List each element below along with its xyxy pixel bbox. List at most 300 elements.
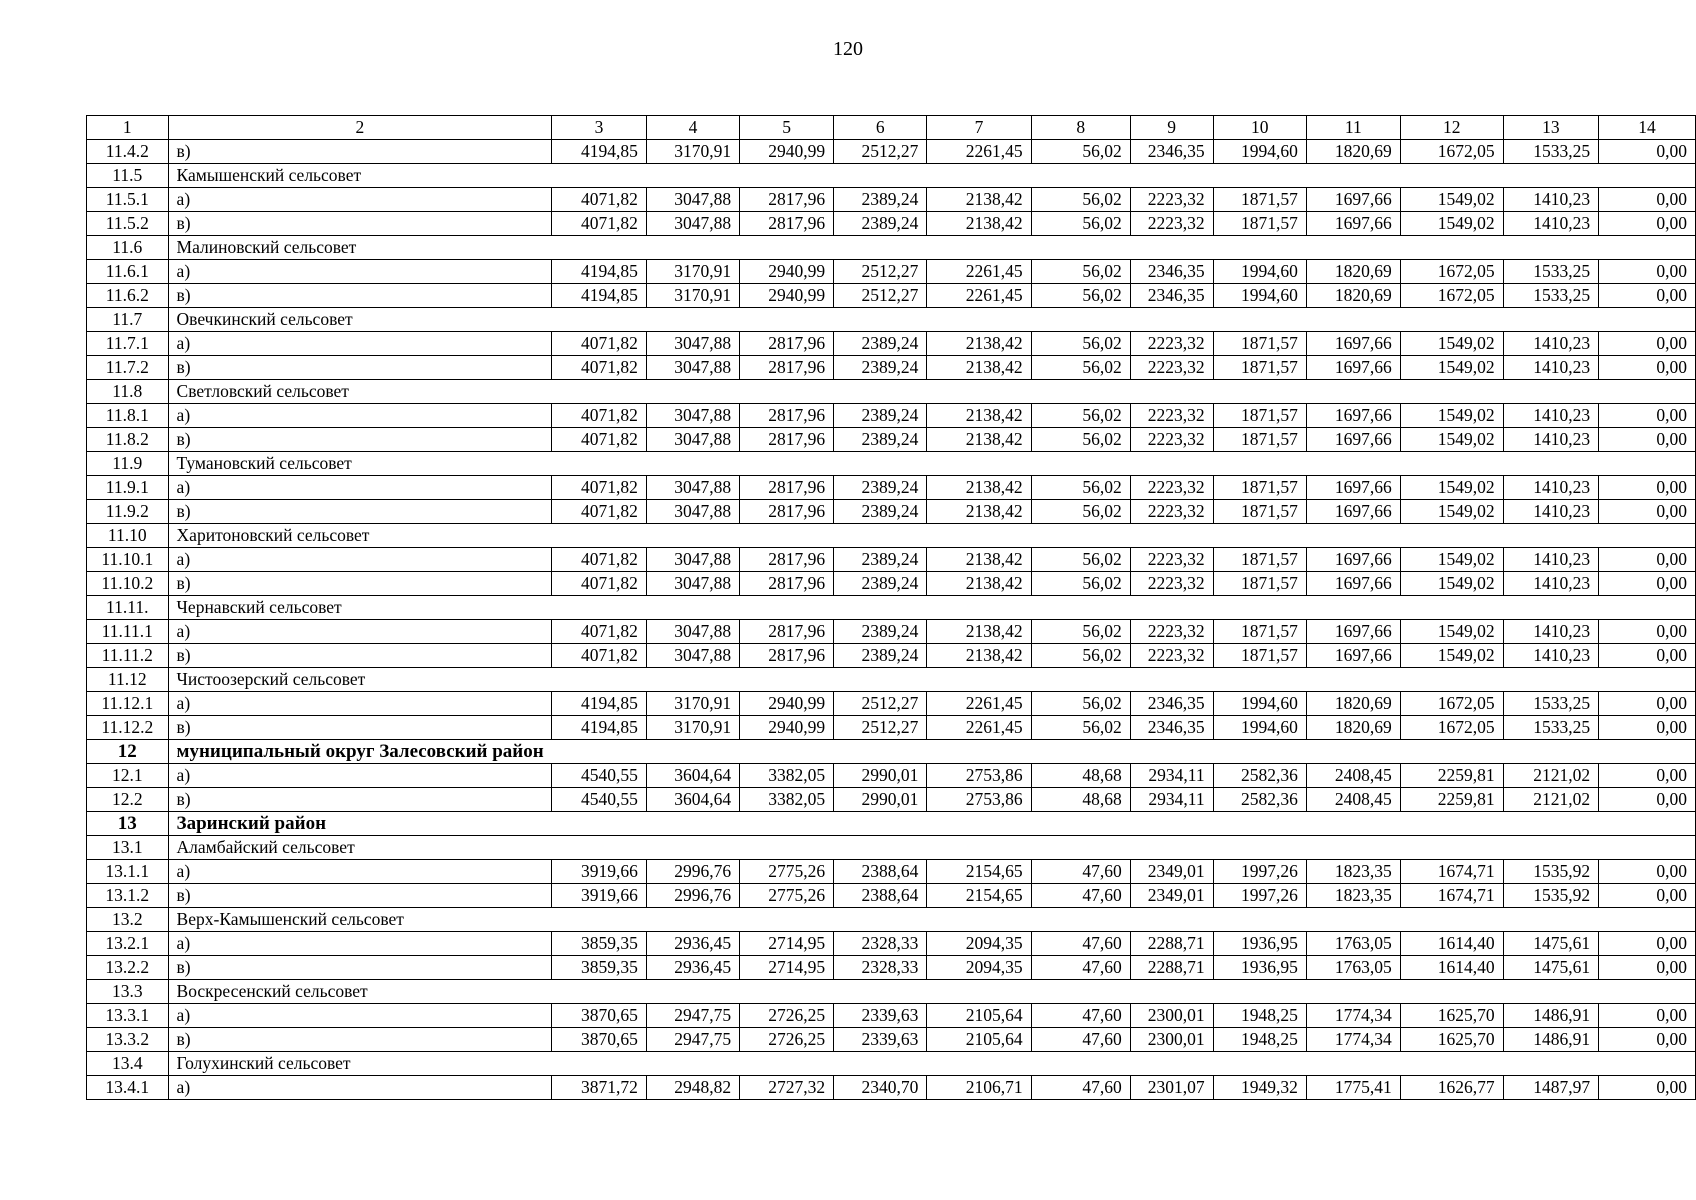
row-label-cell: а) [168, 476, 552, 500]
value-cell: 2947,75 [646, 1028, 739, 1052]
row-label-cell: в) [168, 140, 552, 164]
value-cell: 1487,97 [1503, 1076, 1598, 1100]
value-cell: 2223,32 [1130, 620, 1213, 644]
row-id-cell: 13.1 [87, 836, 169, 860]
row-label-cell: Аламбайский сельсовет [168, 836, 552, 860]
table-body [87, 116, 1696, 1100]
value-cell: 2775,26 [740, 860, 834, 884]
value-cell: 2138,42 [927, 212, 1031, 236]
value-cell: 4071,82 [552, 548, 647, 572]
row-label-cell: а) [168, 1004, 552, 1028]
value-cell: 2726,25 [740, 1004, 834, 1028]
value-cell: 1674,71 [1400, 860, 1503, 884]
value-cell: 1697,66 [1306, 476, 1400, 500]
value-cell: 1697,66 [1306, 404, 1400, 428]
row-label-cell: а) [168, 260, 552, 284]
value-cell: 56,02 [1031, 428, 1130, 452]
row-id-cell: 11.5.1 [87, 188, 169, 212]
row-id-cell: 11.11.2 [87, 644, 169, 668]
value-cell: 1549,02 [1400, 500, 1503, 524]
value-cell: 2408,45 [1306, 764, 1400, 788]
row-label-cell: а) [168, 860, 552, 884]
value-cell: 2582,36 [1213, 788, 1306, 812]
value-cell: 2727,32 [740, 1076, 834, 1100]
value-cell: 47,60 [1031, 932, 1130, 956]
value-cell: 56,02 [1031, 284, 1130, 308]
value-cell: 1410,23 [1503, 356, 1598, 380]
value-cell: 2328,33 [834, 956, 927, 980]
value-cell: 1994,60 [1213, 716, 1306, 740]
value-cell: 4540,55 [552, 788, 647, 812]
value-cell: 2223,32 [1130, 356, 1213, 380]
value-cell: 2259,81 [1400, 764, 1503, 788]
row-label-cell: а) [168, 692, 552, 716]
value-cell: 2138,42 [927, 188, 1031, 212]
column-number-cell: 12 [1400, 116, 1503, 140]
value-cell: 2223,32 [1130, 332, 1213, 356]
value-cell: 1697,66 [1306, 356, 1400, 380]
table-row [87, 572, 1696, 596]
value-cell: 1535,92 [1503, 884, 1598, 908]
value-cell: 3859,35 [552, 932, 647, 956]
value-cell: 1533,25 [1503, 140, 1598, 164]
value-cell: 2817,96 [740, 476, 834, 500]
value-cell: 3047,88 [646, 404, 739, 428]
value-cell: 1486,91 [1503, 1028, 1598, 1052]
value-cell: 0,00 [1599, 212, 1696, 236]
value-cell: 4071,82 [552, 356, 647, 380]
value-cell: 48,68 [1031, 788, 1130, 812]
row-label-cell: в) [168, 956, 552, 980]
table-row [87, 860, 1696, 884]
section-header-row [87, 1052, 1696, 1076]
table-row [87, 932, 1696, 956]
column-number-cell: 7 [927, 116, 1031, 140]
row-id-cell: 11.10.1 [87, 548, 169, 572]
value-cell: 2223,32 [1130, 476, 1213, 500]
value-cell: 3859,35 [552, 956, 647, 980]
value-cell: 1410,23 [1503, 404, 1598, 428]
row-id-cell: 13.2.2 [87, 956, 169, 980]
value-cell: 0,00 [1599, 548, 1696, 572]
value-cell: 2223,32 [1130, 644, 1213, 668]
value-cell: 1871,57 [1213, 572, 1306, 596]
value-cell: 1697,66 [1306, 428, 1400, 452]
value-cell: 1949,32 [1213, 1076, 1306, 1100]
value-cell: 3047,88 [646, 356, 739, 380]
value-cell: 1549,02 [1400, 212, 1503, 236]
value-cell: 1549,02 [1400, 644, 1503, 668]
value-cell: 2138,42 [927, 332, 1031, 356]
row-label-cell: Чистоозерский сельсовет [168, 668, 552, 692]
column-number-cell: 3 [552, 116, 647, 140]
row-label-cell: а) [168, 620, 552, 644]
row-id-cell: 11.6.1 [87, 260, 169, 284]
table-row [87, 332, 1696, 356]
value-cell: 2138,42 [927, 644, 1031, 668]
table-row [87, 284, 1696, 308]
row-id-cell: 13.1.2 [87, 884, 169, 908]
value-cell: 4194,85 [552, 716, 647, 740]
value-cell: 56,02 [1031, 500, 1130, 524]
value-cell: 4071,82 [552, 644, 647, 668]
row-label-cell: муниципальный округ Залесовский район [168, 740, 552, 764]
row-label-cell: Камышенский сельсовет [168, 164, 552, 188]
row-id-cell: 12 [87, 740, 169, 764]
value-cell: 56,02 [1031, 548, 1130, 572]
section-spacer-cell [552, 524, 1696, 548]
value-cell: 1697,66 [1306, 572, 1400, 596]
value-cell: 2512,27 [834, 140, 927, 164]
value-cell: 1533,25 [1503, 692, 1598, 716]
column-number-cell: 14 [1599, 116, 1696, 140]
table-row [87, 548, 1696, 572]
value-cell: 2105,64 [927, 1028, 1031, 1052]
value-cell: 3919,66 [552, 860, 647, 884]
section-spacer-cell [552, 740, 1696, 764]
value-cell: 2389,24 [834, 548, 927, 572]
row-label-cell: Воскресенский сельсовет [168, 980, 552, 1004]
value-cell: 1997,26 [1213, 884, 1306, 908]
value-cell: 1672,05 [1400, 140, 1503, 164]
row-id-cell: 11.5.2 [87, 212, 169, 236]
value-cell: 56,02 [1031, 404, 1130, 428]
page-number: 120 [833, 38, 863, 60]
value-cell: 2726,25 [740, 1028, 834, 1052]
value-cell: 1871,57 [1213, 428, 1306, 452]
value-cell: 2349,01 [1130, 884, 1213, 908]
row-id-cell: 12.2 [87, 788, 169, 812]
value-cell: 3047,88 [646, 644, 739, 668]
value-cell: 1549,02 [1400, 620, 1503, 644]
value-cell: 2346,35 [1130, 716, 1213, 740]
value-cell: 2389,24 [834, 404, 927, 428]
value-cell: 1410,23 [1503, 572, 1598, 596]
table-row [87, 260, 1696, 284]
value-cell: 3382,05 [740, 788, 834, 812]
value-cell: 2340,70 [834, 1076, 927, 1100]
table-row [87, 884, 1696, 908]
row-label-cell: Чернавский сельсовет [168, 596, 552, 620]
value-cell: 2105,64 [927, 1004, 1031, 1028]
section-header-row [87, 380, 1696, 404]
value-cell: 1820,69 [1306, 260, 1400, 284]
row-id-cell: 11.7.2 [87, 356, 169, 380]
value-cell: 2817,96 [740, 404, 834, 428]
value-cell: 1994,60 [1213, 692, 1306, 716]
value-cell: 56,02 [1031, 572, 1130, 596]
value-cell: 4071,82 [552, 404, 647, 428]
value-cell: 2138,42 [927, 620, 1031, 644]
value-cell: 56,02 [1031, 356, 1130, 380]
value-cell: 0,00 [1599, 692, 1696, 716]
value-cell: 2512,27 [834, 716, 927, 740]
column-number-cell: 10 [1213, 116, 1306, 140]
row-id-cell: 13.3.2 [87, 1028, 169, 1052]
value-cell: 2388,64 [834, 884, 927, 908]
value-cell: 2339,63 [834, 1004, 927, 1028]
column-number-cell: 5 [740, 116, 834, 140]
value-cell: 2138,42 [927, 428, 1031, 452]
value-cell: 2582,36 [1213, 764, 1306, 788]
value-cell: 2947,75 [646, 1004, 739, 1028]
value-cell: 2223,32 [1130, 428, 1213, 452]
section-header-row [87, 596, 1696, 620]
value-cell: 1823,35 [1306, 860, 1400, 884]
value-cell: 0,00 [1599, 860, 1696, 884]
value-cell: 1871,57 [1213, 356, 1306, 380]
value-cell: 1614,40 [1400, 956, 1503, 980]
value-cell: 4071,82 [552, 620, 647, 644]
value-cell: 1697,66 [1306, 212, 1400, 236]
value-cell: 2389,24 [834, 572, 927, 596]
value-cell: 3047,88 [646, 332, 739, 356]
table-row [87, 212, 1696, 236]
row-label-cell: Светловский сельсовет [168, 380, 552, 404]
value-cell: 2817,96 [740, 500, 834, 524]
value-cell: 2940,99 [740, 692, 834, 716]
value-cell: 2389,24 [834, 476, 927, 500]
row-id-cell: 11.6.2 [87, 284, 169, 308]
value-cell: 1475,61 [1503, 932, 1598, 956]
value-cell: 0,00 [1599, 188, 1696, 212]
value-cell: 2996,76 [646, 884, 739, 908]
value-cell: 4194,85 [552, 140, 647, 164]
value-cell: 2346,35 [1130, 140, 1213, 164]
row-id-cell: 11.11.1 [87, 620, 169, 644]
value-cell: 3047,88 [646, 212, 739, 236]
value-cell: 2389,24 [834, 188, 927, 212]
column-number-cell: 4 [646, 116, 739, 140]
value-cell: 1697,66 [1306, 188, 1400, 212]
row-label-cell: в) [168, 644, 552, 668]
value-cell: 1871,57 [1213, 212, 1306, 236]
section-header-row [87, 908, 1696, 932]
value-cell: 1549,02 [1400, 572, 1503, 596]
row-label-cell: в) [168, 500, 552, 524]
value-cell: 2775,26 [740, 884, 834, 908]
value-cell: 2138,42 [927, 476, 1031, 500]
value-cell: 2261,45 [927, 716, 1031, 740]
value-cell: 3870,65 [552, 1004, 647, 1028]
value-cell: 3047,88 [646, 572, 739, 596]
value-cell: 1936,95 [1213, 956, 1306, 980]
value-cell: 2389,24 [834, 500, 927, 524]
section-spacer-cell [552, 812, 1696, 836]
value-cell: 0,00 [1599, 788, 1696, 812]
value-cell: 4071,82 [552, 332, 647, 356]
row-label-cell: а) [168, 188, 552, 212]
row-id-cell: 11.12 [87, 668, 169, 692]
section-spacer-cell [552, 836, 1696, 860]
value-cell: 1994,60 [1213, 140, 1306, 164]
value-cell: 4194,85 [552, 692, 647, 716]
value-cell: 56,02 [1031, 716, 1130, 740]
value-cell: 2301,07 [1130, 1076, 1213, 1100]
value-cell: 0,00 [1599, 260, 1696, 284]
table-row [87, 620, 1696, 644]
value-cell: 1948,25 [1213, 1028, 1306, 1052]
value-cell: 2154,65 [927, 860, 1031, 884]
column-number-cell: 11 [1306, 116, 1400, 140]
value-cell: 2138,42 [927, 548, 1031, 572]
table-row [87, 500, 1696, 524]
value-cell: 2259,81 [1400, 788, 1503, 812]
value-cell: 47,60 [1031, 1004, 1130, 1028]
value-cell: 4540,55 [552, 764, 647, 788]
column-number-cell: 6 [834, 116, 927, 140]
value-cell: 2261,45 [927, 692, 1031, 716]
value-cell: 2936,45 [646, 932, 739, 956]
value-cell: 2349,01 [1130, 860, 1213, 884]
value-cell: 3170,91 [646, 284, 739, 308]
row-label-cell: а) [168, 332, 552, 356]
row-label-cell: в) [168, 284, 552, 308]
value-cell: 1948,25 [1213, 1004, 1306, 1028]
section-spacer-cell [552, 236, 1696, 260]
value-cell: 1775,41 [1306, 1076, 1400, 1100]
value-cell: 3047,88 [646, 428, 739, 452]
value-cell: 3170,91 [646, 140, 739, 164]
row-id-cell: 13.2 [87, 908, 169, 932]
value-cell: 1871,57 [1213, 332, 1306, 356]
value-cell: 2094,35 [927, 956, 1031, 980]
value-cell: 2714,95 [740, 956, 834, 980]
value-cell: 1549,02 [1400, 188, 1503, 212]
value-cell: 2261,45 [927, 260, 1031, 284]
table-row [87, 956, 1696, 980]
column-number-cell: 13 [1503, 116, 1598, 140]
value-cell: 56,02 [1031, 212, 1130, 236]
value-cell: 1533,25 [1503, 284, 1598, 308]
value-cell: 56,02 [1031, 644, 1130, 668]
value-cell: 3604,64 [646, 788, 739, 812]
row-label-cell: а) [168, 404, 552, 428]
value-cell: 2388,64 [834, 860, 927, 884]
value-cell: 1994,60 [1213, 260, 1306, 284]
row-id-cell: 11.9.2 [87, 500, 169, 524]
section-header-row [87, 668, 1696, 692]
value-cell: 2948,82 [646, 1076, 739, 1100]
section-header-row [87, 164, 1696, 188]
value-cell: 2389,24 [834, 428, 927, 452]
value-cell: 2094,35 [927, 932, 1031, 956]
row-label-cell: в) [168, 356, 552, 380]
row-id-cell: 11.8.2 [87, 428, 169, 452]
value-cell: 0,00 [1599, 932, 1696, 956]
value-cell: 2817,96 [740, 428, 834, 452]
value-cell: 0,00 [1599, 476, 1696, 500]
value-cell: 2288,71 [1130, 932, 1213, 956]
value-cell: 2512,27 [834, 284, 927, 308]
value-cell: 1672,05 [1400, 284, 1503, 308]
value-cell: 0,00 [1599, 1076, 1696, 1100]
value-cell: 2753,86 [927, 764, 1031, 788]
value-cell: 1625,70 [1400, 1028, 1503, 1052]
value-cell: 1697,66 [1306, 620, 1400, 644]
value-cell: 1672,05 [1400, 716, 1503, 740]
value-cell: 2714,95 [740, 932, 834, 956]
value-cell: 1871,57 [1213, 620, 1306, 644]
value-cell: 3047,88 [646, 620, 739, 644]
value-cell: 4071,82 [552, 188, 647, 212]
row-id-cell: 13.1.1 [87, 860, 169, 884]
value-cell: 1997,26 [1213, 860, 1306, 884]
value-cell: 1871,57 [1213, 644, 1306, 668]
section-spacer-cell [552, 452, 1696, 476]
value-cell: 47,60 [1031, 860, 1130, 884]
section-spacer-cell [552, 164, 1696, 188]
value-cell: 4071,82 [552, 500, 647, 524]
value-cell: 1823,35 [1306, 884, 1400, 908]
section-spacer-cell [552, 908, 1696, 932]
table-row [87, 428, 1696, 452]
value-cell: 56,02 [1031, 620, 1130, 644]
section-header-row [87, 524, 1696, 548]
value-cell: 3870,65 [552, 1028, 647, 1052]
row-id-cell: 11.12.2 [87, 716, 169, 740]
value-cell: 2223,32 [1130, 212, 1213, 236]
value-cell: 2389,24 [834, 212, 927, 236]
value-cell: 2138,42 [927, 572, 1031, 596]
value-cell: 2817,96 [740, 572, 834, 596]
value-cell: 4194,85 [552, 284, 647, 308]
value-cell: 2223,32 [1130, 548, 1213, 572]
value-cell: 1763,05 [1306, 932, 1400, 956]
value-cell: 2223,32 [1130, 500, 1213, 524]
value-cell: 1774,34 [1306, 1004, 1400, 1028]
value-cell: 1625,70 [1400, 1004, 1503, 1028]
value-cell: 2389,24 [834, 644, 927, 668]
section-spacer-cell [552, 596, 1696, 620]
value-cell: 2138,42 [927, 500, 1031, 524]
value-cell: 2389,24 [834, 620, 927, 644]
value-cell: 2817,96 [740, 620, 834, 644]
value-cell: 1697,66 [1306, 500, 1400, 524]
section-spacer-cell [552, 980, 1696, 1004]
value-cell: 1533,25 [1503, 260, 1598, 284]
value-cell: 3047,88 [646, 476, 739, 500]
value-cell: 2753,86 [927, 788, 1031, 812]
row-label-cell: Малиновский сельсовет [168, 236, 552, 260]
row-id-cell: 11.9.1 [87, 476, 169, 500]
row-id-cell: 13.3.1 [87, 1004, 169, 1028]
value-cell: 0,00 [1599, 500, 1696, 524]
row-id-cell: 11.6 [87, 236, 169, 260]
value-cell: 1614,40 [1400, 932, 1503, 956]
value-cell: 1410,23 [1503, 332, 1598, 356]
row-label-cell: в) [168, 788, 552, 812]
value-cell: 1410,23 [1503, 476, 1598, 500]
value-cell: 1410,23 [1503, 548, 1598, 572]
value-cell: 1674,71 [1400, 884, 1503, 908]
row-id-cell: 12.1 [87, 764, 169, 788]
value-cell: 3871,72 [552, 1076, 647, 1100]
row-id-cell: 11.7 [87, 308, 169, 332]
table-row [87, 356, 1696, 380]
value-cell: 2328,33 [834, 932, 927, 956]
value-cell: 2817,96 [740, 188, 834, 212]
table-row [87, 692, 1696, 716]
value-cell: 2106,71 [927, 1076, 1031, 1100]
value-cell: 4071,82 [552, 572, 647, 596]
value-cell: 1410,23 [1503, 428, 1598, 452]
value-cell: 2996,76 [646, 860, 739, 884]
value-cell: 2934,11 [1130, 764, 1213, 788]
value-cell: 47,60 [1031, 1076, 1130, 1100]
value-cell: 1549,02 [1400, 404, 1503, 428]
value-cell: 1697,66 [1306, 548, 1400, 572]
